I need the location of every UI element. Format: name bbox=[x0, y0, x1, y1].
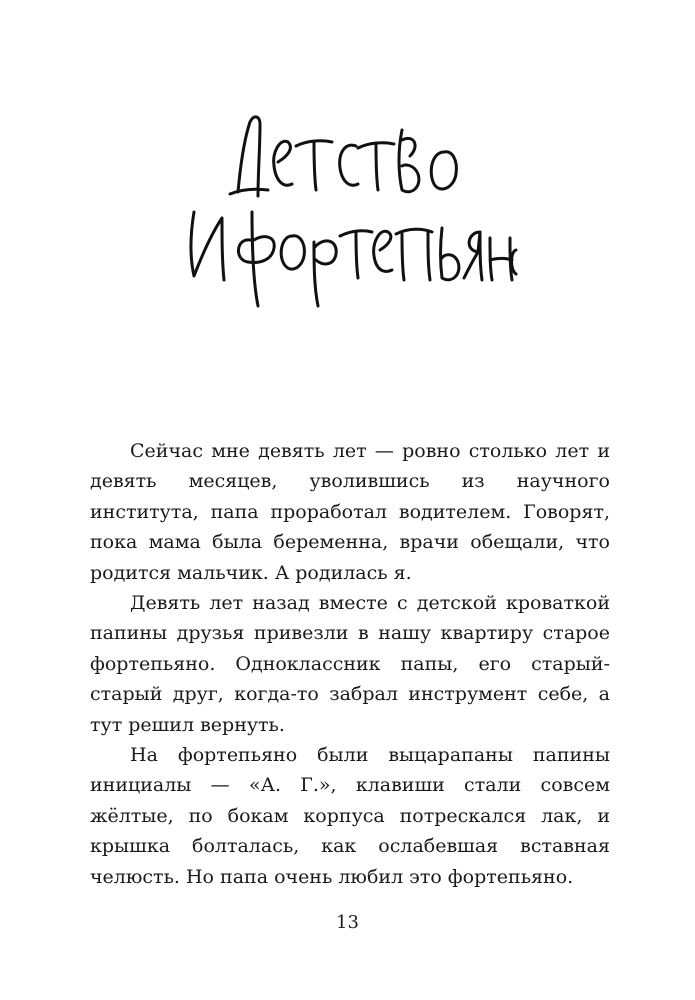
chapter-title bbox=[180, 100, 520, 320]
body-text bbox=[90, 436, 610, 892]
paragraph-2: Девять лет назад вместе с детской кроваткой папины друзья привезли в нашу квартиру старое фортепьяно. Одноклассник папы, его старый-старый друг, когда-то забрал инструмент себе, а тут решил вернуть. bbox=[90, 592, 610, 736]
handwritten-title-lettering bbox=[180, 100, 520, 320]
paragraph-1: Сейчас мне девять лет — ровно столько лет и девять месяцев, уволившись из научного института, папа проработал водителем. Говорят, пока мама была беременна, врачи обещали, что родится мальчик. А родилась я. bbox=[90, 440, 610, 584]
page-number: 13 bbox=[336, 912, 359, 933]
paragraph-3: На фортепьяно были выцарапаны папины инициалы — «А. Г.», клавиши стали совсем жёлтые, по бокам корпуса потрескался лак, и крышка болталась, как ослабевшая вставная челюсть. Но папа очень любил это фортепьяно. bbox=[90, 744, 610, 888]
